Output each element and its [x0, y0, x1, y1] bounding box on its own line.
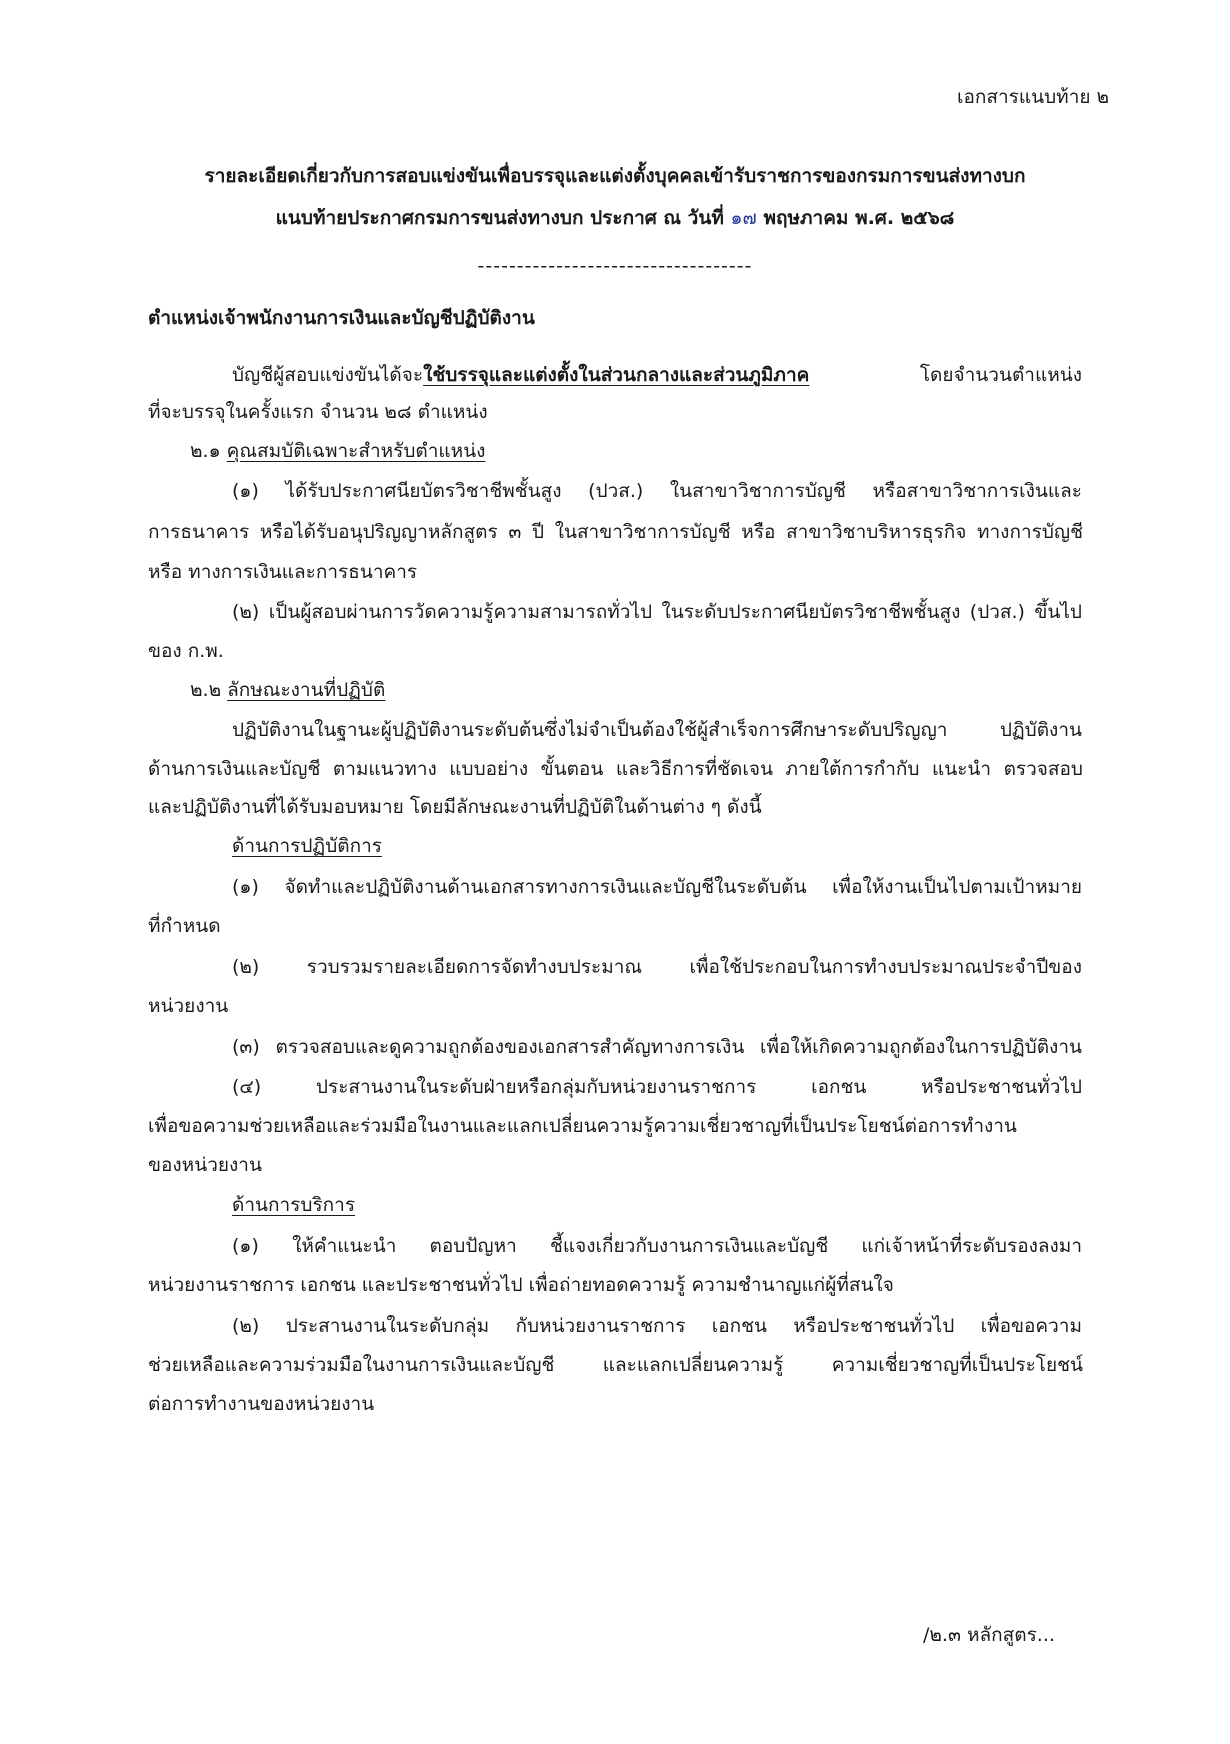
s22-para-line1: ปฏิบัติงานในฐานะผู้ปฏิบัติงานระดับต้นซึ่งไม่จำเป็นต้องใช้ผู้สำเร็จการศึกษาระดับปริญญา ปฏิบัติงาน — [232, 719, 1082, 741]
service-heading: ด้านการบริการ — [232, 1194, 356, 1216]
intro-text-post: โดยจำนวนตำแหน่ง — [809, 364, 1082, 386]
svc-item1-line2: หน่วยงานราชการ เอกชน และประชาชนทั่วไป เพื่อถ่ายทอดความรู้ ความชำนาญแก่ผู้ที่สนใจ — [148, 1274, 894, 1296]
intro-emphasis: ใช้บรรจุและแต่งตั้งในส่วนกลางและส่วนภูมิภาค — [423, 364, 810, 386]
s21-item2-line1: (๒) เป็นผู้สอบผ่านการวัดความรู้ความสามารถทั่วไป ในระดับประกาศนียบัตรวิชาชีพชั้นสูง (ปวส.) ขึ้นไป — [232, 601, 1082, 623]
ops-item2-line2: หน่วยงาน — [148, 995, 229, 1017]
svc-item1-line1: (๑) ให้คำแนะนำ ตอบปัญหา ชี้แจงเกี่ยวกับงานการเงินและบัญชี แก่เจ้าหน้าที่ระดับรองลงมา — [232, 1235, 1082, 1257]
ops-item4-line1: (๔) ประสานงานในระดับฝ่ายหรือกลุ่มกับหน่วยงานราชการ เอกชน หรือประชาชนทั่วไป — [232, 1076, 1082, 1098]
ops-item1-line1: (๑) จัดทำและปฏิบัติงานด้านเอกสารทางการเงินและบัญชีในระดับต้น เพื่อให้งานเป็นไปตามเป้าหมาย — [232, 876, 1082, 898]
position-title: ตำแหน่งเจ้าพนักงานการเงินและบัญชีปฏิบัติงาน — [148, 307, 535, 329]
ops-item4-line2: เพื่อขอความช่วยเหลือและร่วมมือในงานและแลกเปลี่ยนความรู้ความเชี่ยวชาญที่เป็นประโยชน์ต่อการทำงาน — [148, 1115, 1017, 1137]
section-2-2-title: ลักษณะงานที่ปฏิบัติ — [227, 679, 386, 701]
s21-item1-line2: การธนาคาร หรือได้รับอนุปริญญาหลักสูตร ๓ ปี ในสาขาวิชาการบัญชี หรือ สาขาวิชาบริหารธุรกิจ ทางการบัญชี — [148, 521, 1083, 543]
operations-heading: ด้านการปฏิบัติการ — [232, 835, 382, 857]
section-2-1-number: ๒.๑ — [190, 440, 227, 462]
section-2-1-title: คุณสมบัติเฉพาะสำหรับตำแหน่ง — [226, 440, 486, 462]
ops-item4-line3: ของหน่วยงาน — [148, 1154, 262, 1176]
svc-item2-line2: ช่วยเหลือและความร่วมมือในงานการเงินและบัญชี และแลกเปลี่ยนความรู้ ความเชี่ยวชาญที่เป็นประโยชน์ — [148, 1354, 1083, 1376]
ops-item1-line2: ที่กำหนด — [148, 915, 221, 937]
section-2-2-number: ๒.๒ — [190, 679, 228, 701]
s22-para-line2: ด้านการเงินและบัญชี ตามแนวทาง แบบอย่าง ขั้นตอน และวิธีการที่ชัดเจน ภายใต้การกำกับ แนะนำ ตรวจสอบ — [148, 758, 1083, 780]
section-2-2-heading — [190, 676, 385, 704]
intro-line1 — [232, 361, 1082, 389]
announcement-day: ๑๗ — [730, 207, 757, 229]
section-2-1-heading — [190, 437, 485, 465]
attachment-label: เอกสารแนบท้าย ๒ — [957, 86, 1110, 108]
title-line2-prefix: แนบท้ายประกาศกรมการขนส่งทางบก ประกาศ ณ วันที่ — [275, 207, 724, 229]
title-line2-suffix: พฤษภาคม พ.ศ. ๒๕๖๘ — [763, 207, 955, 229]
s21-item2-line2: ของ ก.พ. — [148, 640, 224, 662]
document-title-line2 — [0, 204, 1230, 232]
continuation-note: /๒.๓ หลักสูตร... — [923, 1624, 1055, 1646]
s21-item1-line1: (๑) ได้รับประกาศนียบัตรวิชาชีพชั้นสูง (ปวส.) ในสาขาวิชาการบัญชี หรือสาขาวิชาการเงินและ — [232, 480, 1082, 502]
ops-item3-line1: (๓) ตรวจสอบและดูความถูกต้องของเอกสารสำคัญทางการเงิน เพื่อให้เกิดความถูกต้องในการปฏิบัติงาน — [232, 1036, 1082, 1058]
title-divider: ----------------------------------- — [477, 255, 753, 277]
s22-para-line3: และปฏิบัติงานที่ได้รับมอบหมาย โดยมีลักษณะงานที่ปฏิบัติในด้านต่าง ๆ ดังนี้ — [148, 796, 762, 818]
document-title-line1: รายละเอียดเกี่ยวกับการสอบแข่งขันเพื่อบรรจุและแต่งตั้งบุคคลเข้ารับราชการของกรมการขนส่งทางบก — [204, 165, 1026, 187]
intro-line2: ที่จะบรรจุในครั้งแรก จำนวน ๒๘ ตำแหน่ง — [148, 401, 488, 423]
ops-item2-line1: (๒) รวบรวมรายละเอียดการจัดทำงบประมาณ เพื่อใช้ประกอบในการทำงบประมาณประจำปีของ — [232, 956, 1082, 978]
s21-item1-line3: หรือ ทางการเงินและการธนาคาร — [148, 561, 418, 583]
intro-text-pre: บัญชีผู้สอบแข่งขันได้จะ — [232, 364, 424, 386]
svc-item2-line1: (๒) ประสานงานในระดับกลุ่ม กับหน่วยงานราชการ เอกชน หรือประชาชนทั่วไป เพื่อขอความ — [232, 1315, 1082, 1337]
svc-item2-line3: ต่อการทำงานของหน่วยงาน — [148, 1393, 375, 1415]
